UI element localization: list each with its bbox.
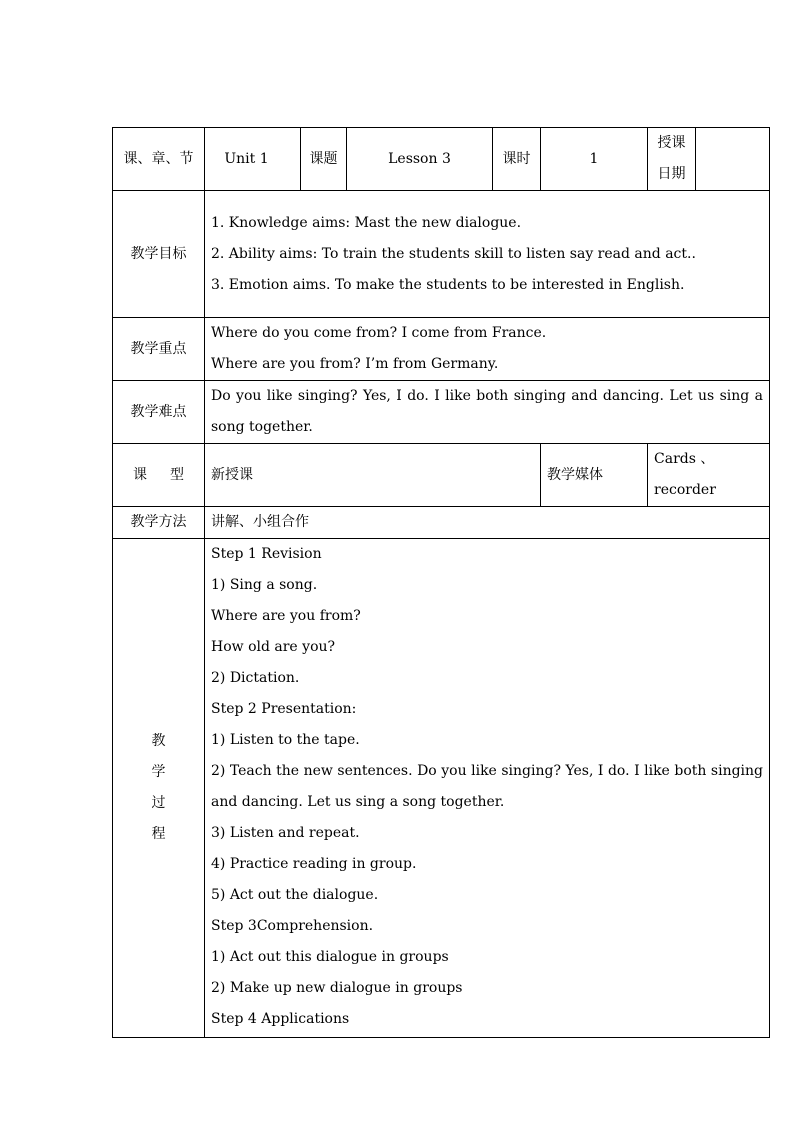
process-label-char: 程 <box>151 826 166 842</box>
date-label-line-2: 日期 <box>657 166 686 182</box>
lesson-type-label <box>113 444 205 507</box>
process-line: Step 4 Applications <box>211 1011 350 1027</box>
process-line: 2) Teach the new sentences. Do you like singing? Yes, I do. I like both singing <box>211 763 764 779</box>
process-line: Step 1 Revision <box>211 546 322 562</box>
topic-label: 课题 <box>301 128 347 191</box>
header-row <box>113 128 770 191</box>
objectives-row <box>113 191 770 318</box>
method-value: 讲解、小组合作 <box>205 507 770 539</box>
process-content <box>205 539 770 1038</box>
process-line: 5) Act out the dialogue. <box>211 887 379 903</box>
process-label-char: 过 <box>151 795 166 811</box>
objectives-content <box>205 191 770 318</box>
method-row <box>113 507 770 539</box>
objective-item: 1. Knowledge aims: Mast the new dialogue. <box>211 214 522 231</box>
process-line: and dancing. Let us sing a song together. <box>211 794 505 810</box>
media-value: Cards 、recorder <box>648 444 770 507</box>
process-line: 1) Act out this dialogue in groups <box>211 949 449 965</box>
key-points-row <box>113 318 770 381</box>
process-line: 1) Listen to the tape. <box>211 732 360 748</box>
date-value <box>696 128 770 191</box>
lesson-value: Lesson 3 <box>347 128 493 191</box>
objectives-label: 教学目标 <box>113 191 205 318</box>
chapter-label: 课、章、节 <box>113 128 205 191</box>
difficulty-line: song together. <box>211 419 313 435</box>
difficulties-row <box>113 381 770 444</box>
objective-item: 3. Emotion aims. To make the students to be interested in English. <box>211 276 685 293</box>
key-point-line: Where do you come from? I come from France. <box>211 325 547 341</box>
media-label: 教学媒体 <box>541 444 648 507</box>
lesson-plan-table <box>112 127 770 1038</box>
method-label: 教学方法 <box>113 507 205 539</box>
date-label <box>648 128 696 191</box>
process-label-char: 学 <box>151 764 166 780</box>
process-line: How old are you? <box>211 639 336 655</box>
process-line: 1) Sing a song. <box>211 577 318 593</box>
lesson-type-label-b: 型 <box>170 466 184 483</box>
process-line: Step 3Comprehension. <box>211 918 374 934</box>
unit-text: Unit 1 <box>224 150 269 167</box>
lesson-type-label-a: 课 <box>133 466 147 483</box>
period-label: 课时 <box>493 128 541 191</box>
process-line: 2) Make up new dialogue in groups <box>211 980 463 996</box>
date-label-line-1: 授课 <box>657 135 686 151</box>
process-line: Where are you from? <box>211 608 361 624</box>
key-point-line: Where are you from? I’m from Germany. <box>211 356 499 372</box>
difficulties-content <box>205 381 770 444</box>
key-points-content <box>205 318 770 381</box>
process-label <box>113 539 205 1038</box>
objective-item: 2. Ability aims: To train the students skill to listen say read and act.. <box>211 245 696 262</box>
process-line: 3) Listen and repeat. <box>211 825 360 841</box>
lesson-type-value: 新授课 <box>205 444 541 507</box>
unit-value <box>205 128 301 191</box>
process-line: 2) Dictation. <box>211 670 300 686</box>
process-line: Step 2 Presentation: <box>211 701 357 717</box>
process-row <box>113 539 770 1038</box>
process-line: 4) Practice reading in group. <box>211 856 417 872</box>
difficulty-line: Do you like singing? Yes, I do. I like both singing and dancing. Let us sing a <box>211 388 764 404</box>
lesson-type-row <box>113 444 770 507</box>
period-value: 1 <box>541 128 648 191</box>
key-points-label: 教学重点 <box>113 318 205 381</box>
process-label-char: 教 <box>151 733 166 749</box>
difficulties-label: 教学难点 <box>113 381 205 444</box>
